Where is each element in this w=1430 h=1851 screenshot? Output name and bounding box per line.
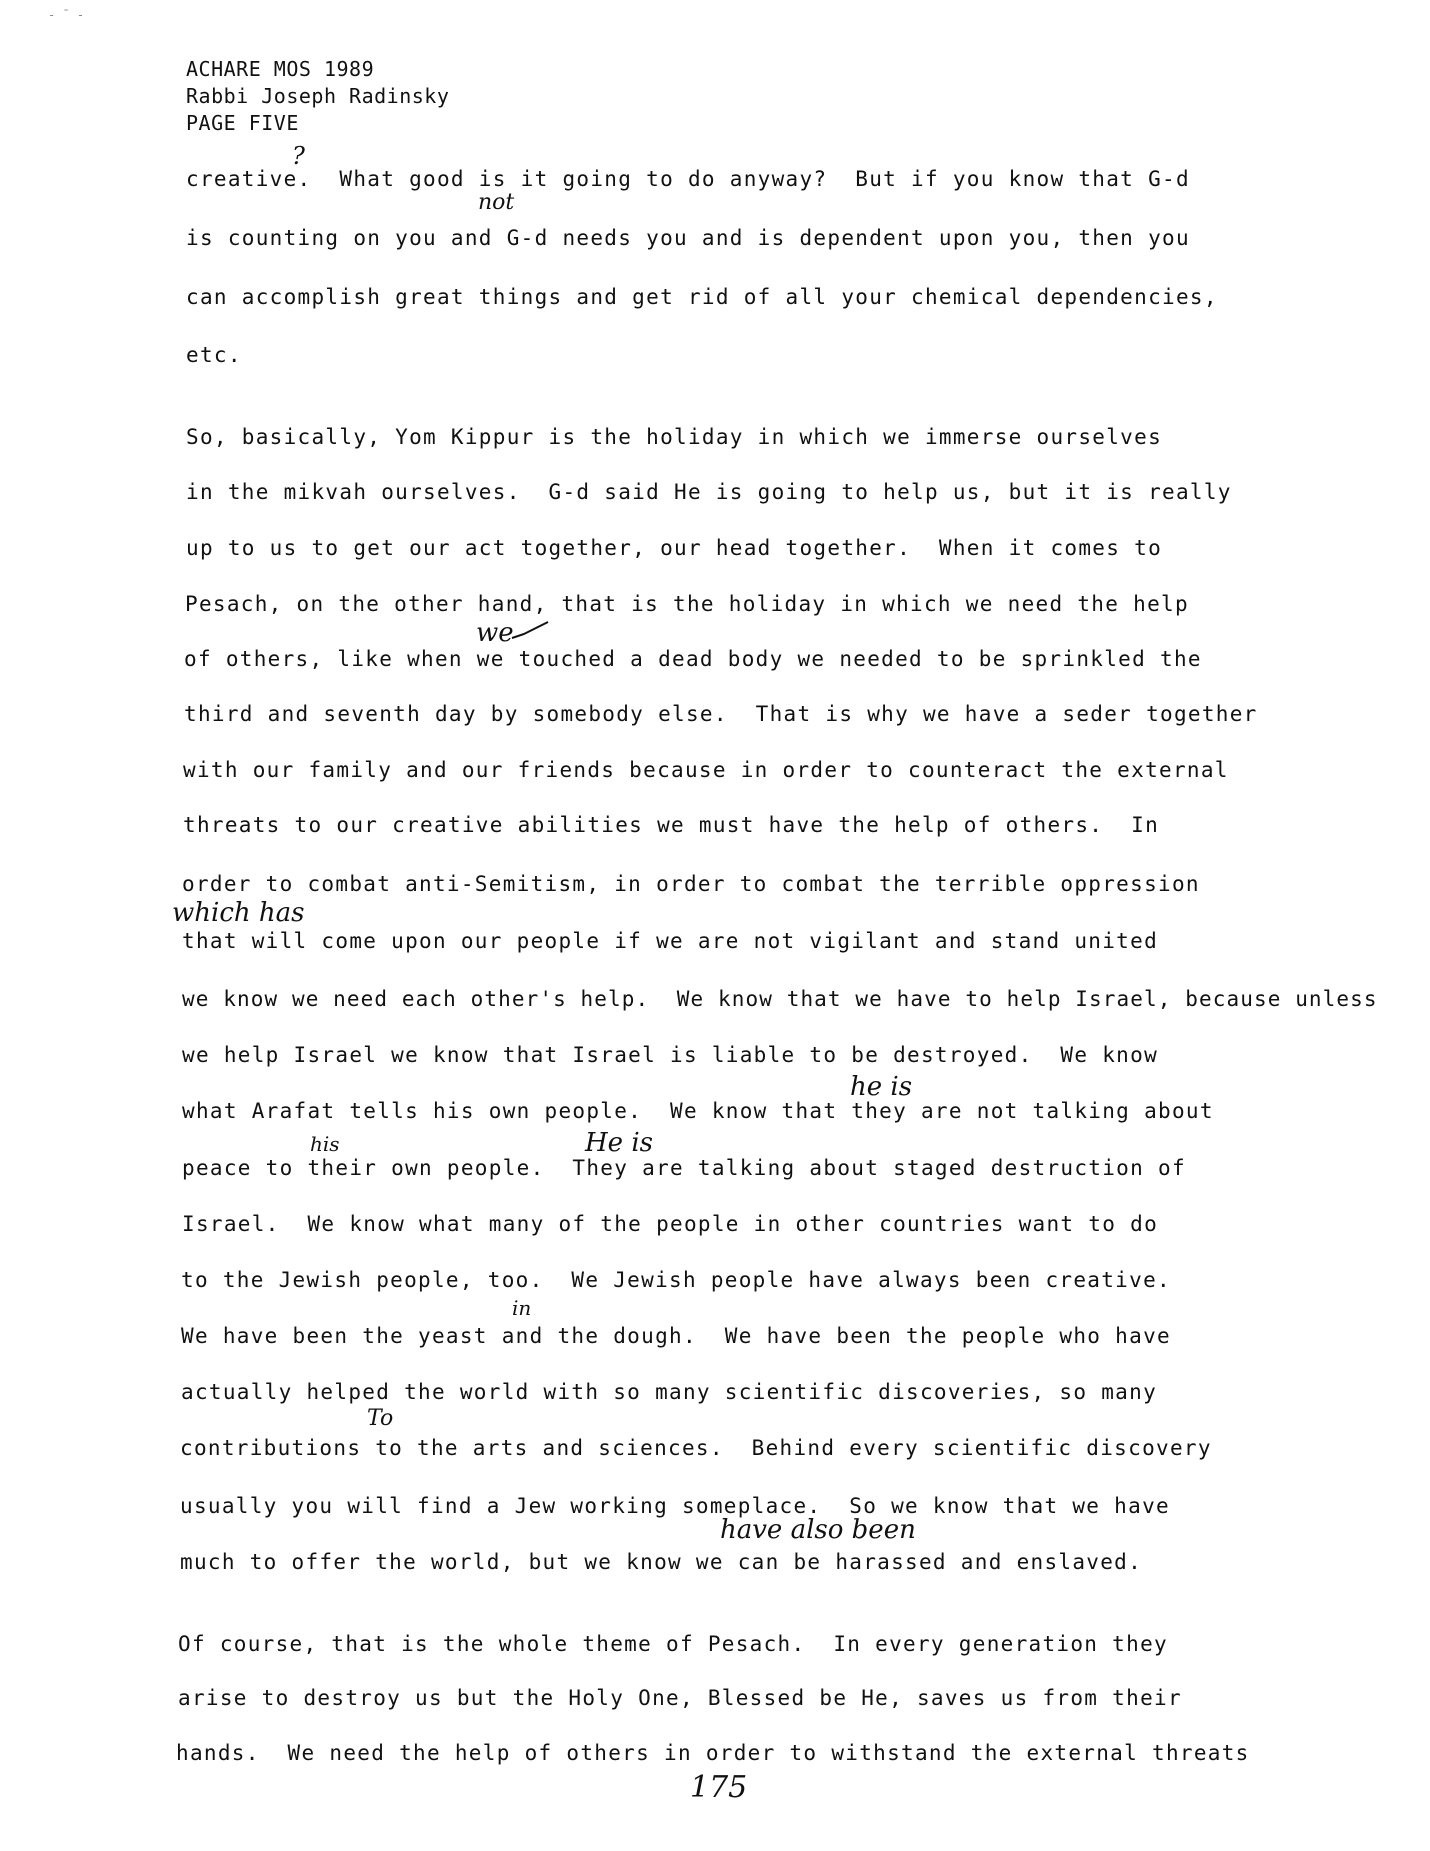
body-line: threats to our creative abilities we must have the help of others. In <box>183 813 1160 837</box>
handwritten-not: not <box>478 190 515 215</box>
handwritten-have-also-been: have also been <box>720 1515 916 1545</box>
handwritten-check-icon <box>510 620 550 642</box>
body-line: Israel. We know what many of the people in other countries want to do <box>182 1212 1159 1236</box>
header-author: Rabbi Joseph Radinsky <box>186 84 450 108</box>
body-line: in the mikvah ourselves. G-d said He is going to help us, but it is really <box>186 480 1232 504</box>
body-line: of others, like when we touched a dead body we needed to be sprinkled the <box>184 647 1202 671</box>
body-line: hands. We need the help of others in order to withstand the external threats <box>176 1741 1250 1765</box>
body-line: So, basically, Yom Kippur is the holiday in which we immerse ourselves <box>186 425 1163 449</box>
header-page-label: PAGE FIVE <box>186 111 299 135</box>
page-number: 175 <box>690 1770 748 1805</box>
body-line: contributions to the arts and sciences. Behind every scientific discovery <box>180 1436 1212 1460</box>
body-line: up to us to get our act together, our head together. When it comes to <box>186 536 1163 560</box>
body-line: order to combat anti-Semitism, in order to combat the terrible oppression <box>182 872 1200 896</box>
body-line: etc. <box>186 343 242 367</box>
body-line: creative. What good is it going to do anyway? But if you know that G-d <box>186 167 1190 191</box>
body-line: what Arafat tells his own people. We know that they are not talking about <box>182 1099 1214 1123</box>
handwritten-question-mark: ? <box>292 142 305 170</box>
body-line: we know we need each other's help. We know that we have to help Israel, because unless <box>182 987 1378 1011</box>
handwritten-he-is: he is <box>850 1072 913 1102</box>
handwritten-he-is-second: He is <box>585 1128 653 1158</box>
handwritten-his: his <box>310 1132 340 1156</box>
body-line: that will come upon our people if we are not vigilant and stand united <box>182 929 1159 953</box>
body-line: Of course, that is the whole theme of Pesach. In every generation they <box>178 1632 1168 1656</box>
body-line: third and seventh day by somebody else. That is why we have a seder together <box>184 702 1258 726</box>
body-line: usually you will find a Jew working someplace. So we know that we have <box>180 1494 1170 1518</box>
document-header <box>186 56 449 137</box>
body-line: we help Israel we know that Israel is liable to be destroyed. We know <box>182 1043 1159 1067</box>
body-line: actually helped the world with so many scientific discoveries, so many <box>181 1380 1158 1404</box>
body-line: arise to destroy us but the Holy One, Blessed be He, saves us from their <box>178 1686 1182 1710</box>
body-line: much to offer the world, but we know we can be harassed and enslaved. <box>180 1550 1143 1574</box>
handwritten-which-has: which has <box>172 898 305 928</box>
body-line: to the Jewish people, too. We Jewish people have always been creative. <box>181 1268 1171 1292</box>
scan-artifact-mark: ‐ ˉ ‐ <box>48 8 85 22</box>
handwritten-to: To <box>367 1406 394 1431</box>
body-line: peace to their own people. They are talking about staged destruction of <box>182 1156 1186 1180</box>
body-line: can accomplish great things and get rid of all your chemical dependencies, <box>186 285 1218 309</box>
body-line: is counting on you and G-d needs you and is dependent upon you, then you <box>186 226 1190 250</box>
body-line: with our family and our friends because in order to counteract the external <box>183 758 1229 782</box>
handwritten-in: in <box>512 1296 532 1320</box>
body-line: We have been the yeast and the dough. We have been the people who have <box>181 1324 1171 1348</box>
body-line: Pesach, on the other hand, that is the holiday in which we need the help <box>185 592 1189 616</box>
header-title: ACHARE MOS 1989 <box>186 57 375 81</box>
handwritten-we: we <box>476 618 514 648</box>
